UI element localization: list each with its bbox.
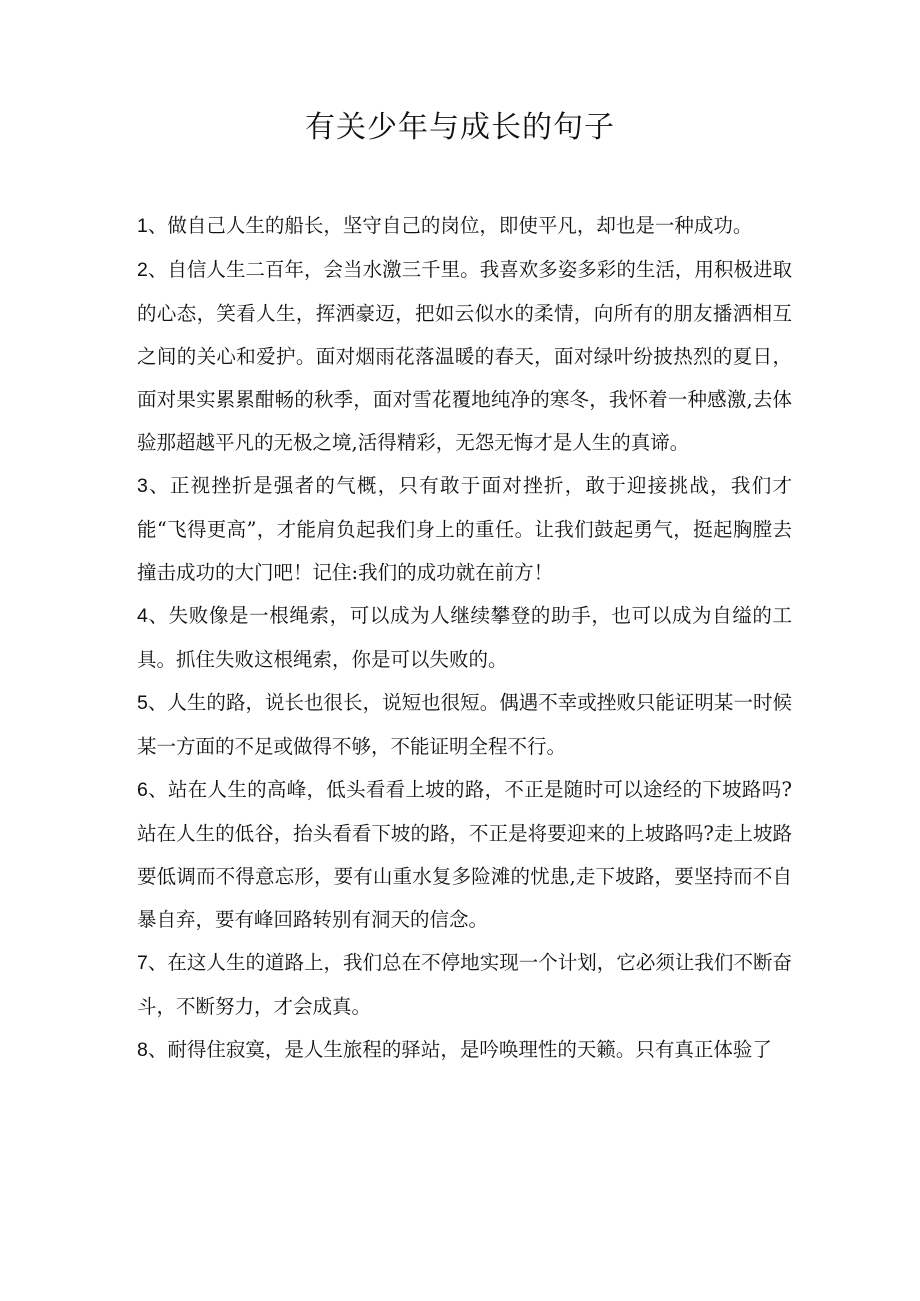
item-text: 失败像是一根绳索，可以成为人继续攀登的助手，也可以成为自缢的工具。抓住失败这根绳索，你是可以失败的。 — [137, 604, 792, 671]
list-item — [137, 941, 792, 1028]
item-number: 1、 — [137, 215, 168, 237]
item-text: 站在人生的高峰，低头看看上坡的路，不正是随时可以途经的下坡路吗?站在人生的低谷，抬头看看下坡的路，不正是将要迎来的上坡路吗?走上坡路要低调而不得意忘形，要有山重水复多险滩的忧患,走下坡路，要坚持而不自暴自弃，要有峰回路转别有洞天的信念。 — [137, 778, 792, 931]
list-item — [137, 204, 792, 248]
item-number: 7、 — [137, 952, 168, 974]
item-text: 正视挫折是强者的气概，只有敢于面对挫折，敢于迎接挑战，我们才能“飞得更高”，才能肩负起我们身上的重任。让我们鼓起勇气，挺起胸膛去撞击成功的大门吧！记住:我们的成功就在前方！ — [137, 474, 792, 584]
item-number: 2、 — [137, 259, 168, 281]
item-number: 8、 — [137, 1039, 168, 1061]
list-item — [137, 248, 792, 464]
item-number: 4、 — [137, 605, 169, 627]
item-text: 自信人生二百年，会当水激三千里。我喜欢多姿多彩的生活，用积极进取的心态，笑看人生，挥洒豪迈，把如云似水的柔情，向所有的朋友播洒相互之间的关心和爱护。面对烟雨花落温暖的春天，面对绿叶纷披热烈的夏日，面对果实累累酣畅的秋季，面对雪花覆地纯净的寒冬，我怀着一种感激,去体验那超越平凡的无极之境,活得精彩，无怨无悔才是人生的真谛。 — [137, 258, 792, 454]
item-text: 在这人生的道路上，我们总在不停地实现一个计划，它必须让我们不断奋斗，不断努力，才会成真。 — [137, 951, 792, 1018]
item-text: 做自己人生的船长，坚守自己的岗位，即使平凡，却也是一种成功。 — [167, 214, 753, 237]
item-text: 人生的路，说长也很长，说短也很短。偶遇不幸或挫败只能证明某一时候某一方面的不足或做得不够，不能证明全程不行。 — [137, 691, 792, 758]
list-item — [137, 768, 792, 941]
item-number: 3、 — [137, 475, 170, 497]
item-number: 5、 — [137, 692, 168, 714]
list-item — [137, 594, 792, 681]
document-title: 有关少年与成长的句子 — [305, 110, 615, 145]
sentence-list — [137, 204, 792, 1072]
list-item — [137, 681, 792, 768]
list-item — [137, 1028, 792, 1072]
list-item — [137, 464, 792, 594]
item-number: 6、 — [137, 779, 168, 801]
item-text: 耐得住寂寞，是人生旅程的驿站，是吟唤理性的天籁。只有真正体验了 — [167, 1038, 772, 1061]
